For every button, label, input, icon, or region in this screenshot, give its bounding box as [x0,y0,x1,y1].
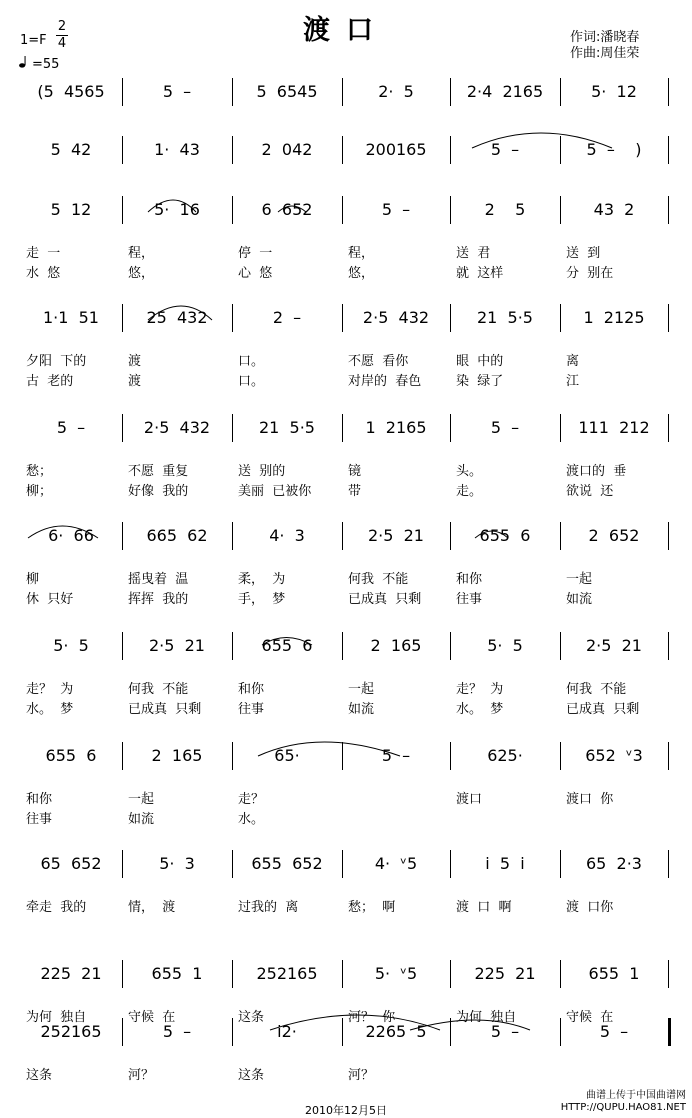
lyric-text: 镜 [348,464,362,479]
lyric-text: 休 只好 [26,592,74,607]
lyric-text: 柔， 为 [238,572,286,587]
lyric-text: 如流 [348,702,375,717]
measure-notes: 655 652 [251,854,323,873]
measure-notes: 625· [487,746,523,765]
measure-notes: 5 – [490,418,520,437]
measure-notes: 252165 [256,964,318,983]
lyric-text: 送 别的 [238,464,286,479]
measure-notes: 5· 3 [159,854,195,873]
lyric-text: 一起 [348,682,375,697]
measure-notes: 655 6 [45,746,97,765]
lyric-text: 水。 梦 [456,702,504,717]
lyric-text: 悠， [348,266,375,281]
measure-notes: 225 21 [474,964,536,983]
measure-notes: i 5 i [485,854,525,873]
slur-mark [262,638,312,646]
measure-notes: 5 – [381,200,411,219]
measure-notes: 2 165 [151,746,203,765]
measure-notes: 5 42 [50,140,92,159]
measure-notes: 225 21 [40,964,102,983]
lyric-text: 渡 [128,374,142,389]
slur-mark [278,206,306,212]
slur-mark [475,531,508,538]
lyric-text: 守候 在 [128,1010,176,1025]
lyric-text: 和你 [238,682,265,697]
lyric-text: 这条 [238,1068,265,1083]
lyric-text: 程， [128,246,155,261]
measure-notes: 5 6545 [256,82,318,101]
measure-notes: 252165 [40,1022,102,1041]
watermark-line-2: HTTP://QUPU.HAO81.NET [560,1102,686,1113]
measure-notes: 6 652 [261,200,313,219]
lyric-text: 已成真 只剩 [566,702,640,717]
measure-notes: 111 212 [578,418,650,437]
lyric-text: 过我的 离 [238,900,299,915]
lyric-text: 为何 独自 [456,1010,517,1025]
footer-date: 2010年12月5日 [305,1104,387,1117]
lyric-text: 好像 我的 [128,484,189,499]
lyric-text: 渡 口 啊 [456,900,512,915]
lyric-text: 往事 [238,702,265,717]
lyric-text: 程， [348,246,375,261]
measure-notes: 2· 5 [378,82,414,101]
measure-notes: (5 4565 [37,82,105,101]
lyric-text: 柳 [26,572,40,587]
lyric-text: 水。 [238,812,265,827]
measure-notes: 65 652 [40,854,102,873]
lyric-text: 如流 [566,592,593,607]
lyric-text: 渡口的 垂 [566,464,627,479]
measure-notes: 1 2165 [365,418,427,437]
measure-notes: 2 165 [370,636,422,655]
lyric-text: 带 [348,484,362,499]
lyric-text: 手， 梦 [238,592,286,607]
lyric-text: 水 悠 [26,266,61,281]
lyric-text: 停 一 [238,246,273,261]
lyric-text: 欲说 还 [566,484,614,499]
lyric-text: 何我 不能 [128,682,189,697]
lyric-text: 走。 [456,484,483,499]
measure-notes: 4· 3 [269,526,305,545]
lyric-text: 渡 [128,354,142,369]
measure-notes: 200165 [365,140,427,159]
measure-notes: 21 5·5 [477,308,533,327]
lyric-text: 为何 独自 [26,1010,87,1025]
lyric-text: 何我 不能 [348,572,409,587]
lyric-text: 如流 [128,812,155,827]
lyric-text: 和你 [456,572,483,587]
lyric-text: 挥挥 我的 [128,592,189,607]
measure-notes: 5 – ) [586,140,642,159]
lyric-text: 往事 [456,592,483,607]
lyric-text: 眼 中的 [456,354,504,369]
measure-notes: 25 432 [146,308,208,327]
lyric-text: 已成真 只剩 [348,592,422,607]
lyric-text: 这条 [238,1010,265,1025]
measure-notes: 655 6 [479,526,531,545]
measure-notes: 655 1 [151,964,203,983]
measure-notes: 2·5 21 [586,636,642,655]
lyric-text: 不愿 重复 [128,464,189,479]
lyric-text: 情， 渡 [128,900,176,915]
slur-mark [258,742,400,756]
measure-notes: 5· 5 [487,636,523,655]
lyric-text: 已成真 只剩 [128,702,202,717]
lyric-text: 往事 [26,812,53,827]
time-signature-top: 2 [57,19,67,34]
lyric-text: 送 到 [566,246,601,261]
measure-notes: 5 – [490,140,520,159]
lyric-text: 心 悠 [238,266,273,281]
lyric-text: 头。 [456,464,483,479]
lyric-text: 走？ 为 [456,682,504,697]
measure-notes: 2·5 432 [362,308,430,327]
slur-mark [28,526,98,538]
measure-notes: 5 – [56,418,86,437]
measure-notes: 5 12 [50,200,92,219]
measure-notes: 652 ᵛ3 [585,746,643,765]
measure-notes: 5 – [162,82,192,101]
lyric-text: 愁； [26,464,53,479]
lyric-text: 古 老的 [26,374,74,389]
measure-notes: 6· 66 [48,526,94,545]
lyric-text: 这条 [26,1068,53,1083]
measure-notes: 2·5 21 [368,526,424,545]
lyric-text: 一起 [128,792,155,807]
measure-notes: 5· 16 [154,200,200,219]
lyric-text: 渡口 [456,792,483,807]
lyric-text: 渡口 你 [566,792,614,807]
lyric-text: 河？ [128,1068,155,1083]
measure-notes: 665 62 [146,526,208,545]
time-signature-bottom: 4 [57,36,67,51]
measure-notes: 5 – [162,1022,192,1041]
lyric-text: 口。 [238,374,265,389]
lyric-text: 就 这样 [456,266,504,281]
lyric-text: 河？ 你 [348,1010,396,1025]
lyric-text: 走？ [238,792,265,807]
watermark-line-1: 曲谱上传于中国曲谱网 [586,1090,686,1101]
measure-notes: 5· 5 [53,636,89,655]
measure-notes: 2·5 432 [143,418,211,437]
lyric-text: 走 一 [26,246,61,261]
lyric-text: 牵走 我的 [26,900,87,915]
measure-notes: 5 – [381,746,411,765]
measure-notes: 5· ᵛ5 [374,964,418,983]
slur-mark [270,1015,440,1030]
measure-notes: 2·5 21 [149,636,205,655]
lyric-text: 染 绿了 [456,374,504,389]
lyric-text: 河？ [348,1068,375,1083]
page-title: 渡口 [303,15,389,46]
lyric-text: 何我 不能 [566,682,627,697]
lyric-text: 走？ 为 [26,682,74,697]
slur-mark [410,1020,530,1030]
lyric-text: 守候 在 [566,1010,614,1025]
lyric-text: 一起 [566,572,593,587]
lyric-text: 送 君 [456,246,491,261]
lyric-text: 离 [566,354,580,369]
key-signature: 1=F [20,33,47,48]
lyric-text: 口。 [238,354,265,369]
slur-mark [148,306,212,320]
measure-notes: 21 5·5 [259,418,315,437]
measure-notes: 1·1 51 [43,308,99,327]
measure-notes: 2 042 [261,140,313,159]
lyricist-credit: 作词:潘晓春 [570,30,640,45]
measure-notes: 2265 5 [365,1022,427,1041]
lyric-text: 愁； 啊 [348,900,396,915]
measure-notes: 655 6 [261,636,313,655]
lyric-text: 江 [566,374,580,389]
lyric-text: 和你 [26,792,53,807]
lyric-text: 不愿 看你 [348,354,409,369]
slur-mark [148,200,196,212]
measure-notes: i2· [277,1022,297,1041]
measure-notes: 2·4 2165 [466,82,544,101]
measure-notes: 2 652 [588,526,640,545]
measure-notes: 43 2 [593,200,635,219]
lyric-text: 渡 口你 [566,900,614,915]
site-watermark [561,1090,686,1114]
measure-notes: 65· [274,746,300,765]
measure-notes: 655 1 [588,964,640,983]
lyric-text: 水。 梦 [26,702,74,717]
measure-notes: 2 – [272,308,302,327]
slur-mark [472,133,612,148]
lyric-text: 分 别在 [566,266,614,281]
lyric-text: 悠， [128,266,155,281]
lyric-text: 夕阳 下的 [26,354,87,369]
composer-credit: 作曲:周佳荣 [570,46,640,61]
measure-notes: 1· 43 [154,140,200,159]
measure-notes: 5 – [490,1022,520,1041]
measure-notes: 65 2·3 [586,854,642,873]
lyric-text: 对岸的 春色 [348,374,422,389]
measure-notes: 1 2125 [583,308,645,327]
measure-notes: 5· 12 [591,82,637,101]
measure-notes: 4· ᵛ5 [374,854,418,873]
lyric-text: 美丽 已被你 [238,484,312,499]
lyric-text: 柳； [26,484,53,499]
lyric-text: 摇曳着 温 [128,572,189,587]
measure-notes: 2 5 [484,200,526,219]
measure-notes: 5 – [599,1022,629,1041]
tempo-marking: =55 [32,57,60,72]
